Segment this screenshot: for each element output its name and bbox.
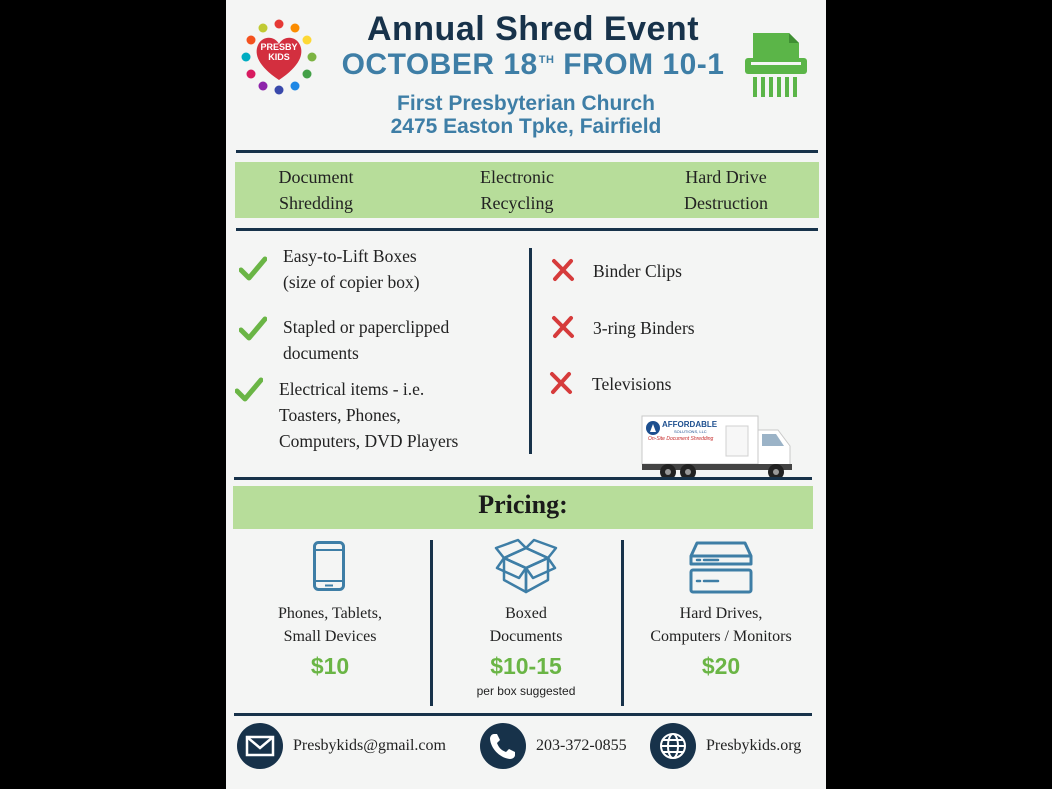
tier-price: $20 <box>701 653 741 679</box>
tier-label: Boxed Documents <box>489 605 563 645</box>
divider <box>236 150 818 153</box>
column-divider <box>621 540 624 706</box>
presby-kids-logo <box>240 18 318 96</box>
x-mark-icon <box>548 371 574 400</box>
church-info <box>306 92 746 138</box>
not-accepted-item: 3-ring Binders <box>593 318 695 338</box>
shredder-icon <box>743 31 809 99</box>
tier-note: per box suggested <box>476 684 576 698</box>
accepted-item: Easy-to-Lift Boxes (size of copier box) <box>283 246 420 292</box>
check-icon <box>235 377 263 408</box>
truck-tagline: On-Site Document Shredding <box>648 436 714 442</box>
divider <box>234 477 812 480</box>
shredding-truck <box>640 414 802 482</box>
divider <box>236 228 818 231</box>
tier-label: Phones, Tablets, Small Devices <box>278 605 382 645</box>
accepted-item: Stapled or paperclipped documents <box>283 317 450 363</box>
not-accepted-item: Binder Clips <box>593 261 682 281</box>
truck-brand: AFFORDABLE <box>662 420 718 429</box>
accepted-item: Electrical items - i.e. Toasters, Phones, Computers, DVD Players <box>279 379 459 451</box>
not-accepted-item: Televisions <box>592 374 672 394</box>
church-name: First Presbyterian Church <box>397 92 655 115</box>
tier-price: $10 <box>310 653 350 679</box>
service-hard-drive-destruction: Hard Drive Destruction <box>684 167 768 213</box>
event-date: OCTOBER 18TH FROM 10-1 <box>341 48 725 81</box>
contact-email[interactable]: Presbykids@gmail.com <box>293 737 446 754</box>
church-address: 2475 Easton Tpke, Fairfield <box>390 115 662 138</box>
tier-label: Hard Drives, Computers / Monitors <box>650 605 792 645</box>
column-divider <box>529 248 532 454</box>
x-mark-icon <box>550 258 576 287</box>
globe-icon <box>650 723 696 769</box>
divider <box>234 713 812 716</box>
phone-call-icon <box>480 723 526 769</box>
flyer <box>226 0 826 789</box>
column-divider <box>430 540 433 706</box>
service-document-shredding: Document Shredding <box>278 167 354 213</box>
truck-company: SOLUTIONS, LLC <box>674 429 707 434</box>
x-mark-icon <box>550 315 576 344</box>
server-icon <box>688 540 754 601</box>
check-icon <box>239 316 267 347</box>
check-icon <box>239 256 267 287</box>
contact-phone[interactable]: 203-372-0855 <box>536 737 627 754</box>
email-icon <box>237 723 283 769</box>
contact-website[interactable]: Presbykids.org <box>706 737 802 754</box>
box-icon <box>494 538 558 599</box>
logo-text: PRESBY KIDS <box>260 42 298 62</box>
tier-price: $10-15 <box>490 653 562 679</box>
pricing-heading: Pricing: <box>478 490 568 519</box>
phone-icon <box>312 540 346 597</box>
service-electronic-recycling: Electronic Recycling <box>480 167 554 213</box>
event-title: Annual Shred Event <box>366 10 700 48</box>
